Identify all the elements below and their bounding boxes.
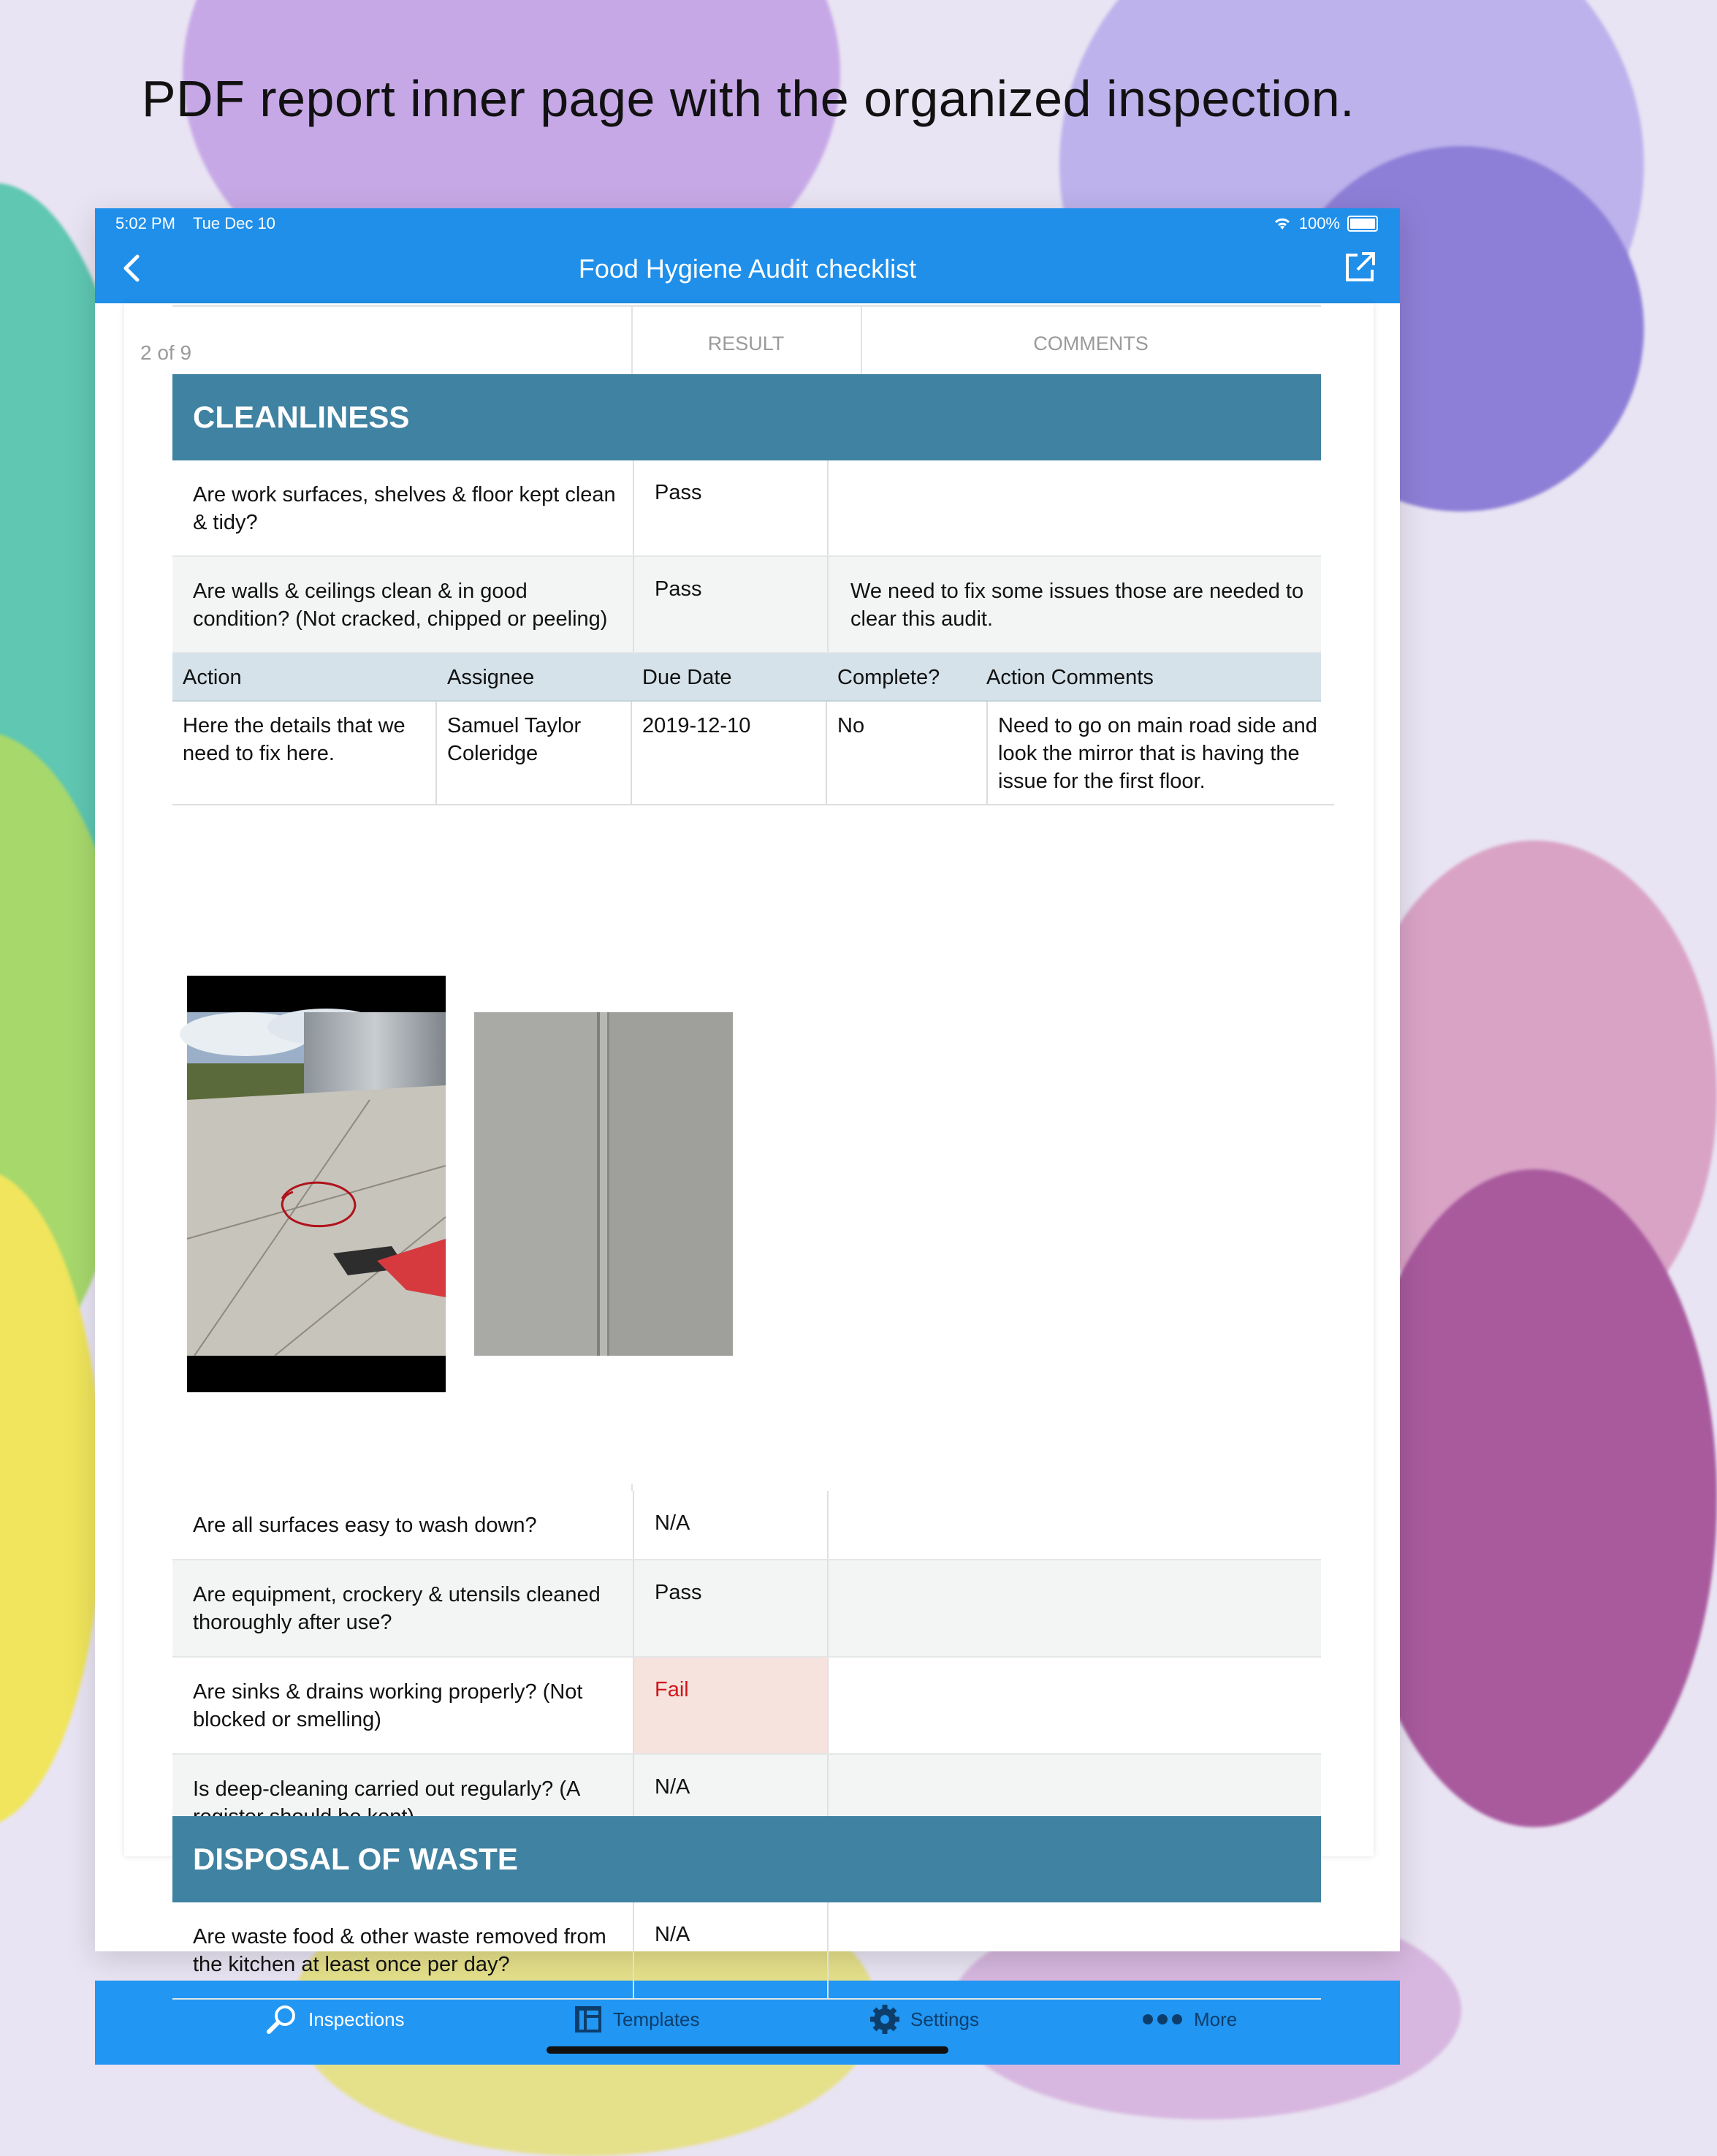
result-value: Fail: [655, 1678, 689, 1701]
inspection-photo-annotated[interactable]: [187, 976, 446, 1392]
tab-more[interactable]: [1141, 2001, 1237, 2038]
home-indicator[interactable]: [547, 2046, 948, 2054]
question-text: Are all surfaces easy to wash down?: [193, 1514, 537, 1537]
battery-percent: 100%: [1298, 214, 1340, 232]
result-value: N/A: [655, 1511, 690, 1535]
inspection-photo-concrete[interactable]: [474, 1012, 733, 1356]
result-value: Pass: [655, 577, 702, 601]
status-date: Tue Dec 10: [193, 214, 275, 232]
result-cell-fail: [633, 1658, 829, 1753]
action-due-date: 2019-12-10: [642, 714, 751, 737]
section-header-cleanliness: CLEANLINESS: [172, 374, 1321, 460]
result-cell: [633, 1902, 829, 1998]
device-screen: [95, 208, 1400, 2030]
gear-icon: [869, 2004, 900, 2035]
section-header-disposal-of-waste: DISPOSAL OF WASTE: [172, 1816, 1321, 1902]
page-title: Food Hygiene Audit checklist: [578, 254, 917, 284]
share-export-icon[interactable]: [1343, 251, 1377, 284]
column-divider: [631, 1484, 633, 1491]
pdf-page[interactable]: [124, 303, 1374, 1856]
page-headline: PDF report inner page with the organized inspection.: [141, 70, 1355, 127]
column-header-result: RESULT: [707, 333, 785, 354]
question-row: [172, 1491, 1321, 1560]
tab-inspections[interactable]: [264, 2001, 405, 2038]
cell-divider: [631, 702, 632, 804]
action-description: Here the details that we need to fix here.: [183, 714, 406, 765]
cell-divider: [826, 702, 827, 804]
result-value: Pass: [655, 481, 702, 504]
tab-templates[interactable]: [574, 2001, 700, 2038]
question-text: Are work surfaces, shelves & floor kept clean & tidy?: [193, 483, 616, 534]
question-text: Is deep-cleaning carried out regularly? (A: [193, 1777, 579, 1801]
page-indicator: 2 of 9: [140, 341, 192, 364]
result-cell: [633, 557, 829, 652]
battery-icon: [1347, 216, 1378, 232]
action-header-assignee: Assignee: [447, 666, 535, 689]
magnifier-icon: [264, 2003, 298, 2036]
question-row: [172, 1560, 1321, 1658]
pdf-page-bottom: [124, 1816, 1374, 1981]
question-text: Are sinks & drains working properly? (Not blocked or smelling): [193, 1680, 583, 1731]
result-cell: [633, 1491, 829, 1559]
result-cell: [633, 460, 829, 555]
question-text: Are waste food & other waste removed from the kitchen at least once per day?: [193, 1925, 606, 1976]
result-value: N/A: [655, 1923, 690, 1946]
action-table-row: [172, 702, 1334, 805]
status-time-date: [115, 214, 275, 233]
comment-text: We need to fix some issues those are needed to clear this audit.: [850, 580, 1304, 631]
tab-label: Settings: [910, 2008, 979, 2030]
header-rule: [172, 305, 1321, 307]
result-value: Pass: [655, 1581, 702, 1604]
status-time: 5:02 PM: [115, 214, 175, 232]
cell-divider: [435, 702, 437, 804]
more-dots-icon: [1141, 2012, 1184, 2027]
action-header-due-date: Due Date: [642, 666, 732, 689]
question-row: [172, 557, 1321, 653]
question-row: [172, 460, 1321, 557]
action-assignee: Samuel Taylor Coleridge: [447, 714, 582, 765]
result-value: N/A: [655, 1775, 690, 1799]
navigation-bar: [95, 208, 1400, 303]
question-row: [172, 1902, 1321, 2000]
tab-label: More: [1194, 2008, 1238, 2030]
tab-label: Templates: [613, 2008, 700, 2030]
action-table-header: [172, 653, 1321, 702]
question-text: Are walls & ceilings clean & in good condition? (Not cracked, chipped or peeling): [193, 580, 608, 631]
cell-divider: [986, 702, 988, 804]
templates-icon: [574, 2005, 603, 2034]
action-header-action: Action: [183, 666, 242, 689]
status-indicators: [1273, 214, 1378, 233]
action-header-complete: Complete?: [837, 666, 940, 689]
wifi-icon: [1273, 216, 1292, 231]
action-complete: No: [837, 714, 865, 737]
action-comment: Need to go on main road side and look the mirror that is having the issue for the first floor.: [998, 714, 1317, 793]
action-header-comments: Action Comments: [986, 666, 1154, 689]
question-text: Are equipment, crockery & utensils cleaned thoroughly after use?: [193, 1583, 601, 1634]
tab-label: Inspections: [308, 2008, 405, 2030]
result-cell: [633, 1560, 829, 1656]
question-row: [172, 1658, 1321, 1755]
tab-settings[interactable]: [869, 2001, 979, 2038]
column-header-comments: COMMENTS: [1033, 333, 1149, 354]
